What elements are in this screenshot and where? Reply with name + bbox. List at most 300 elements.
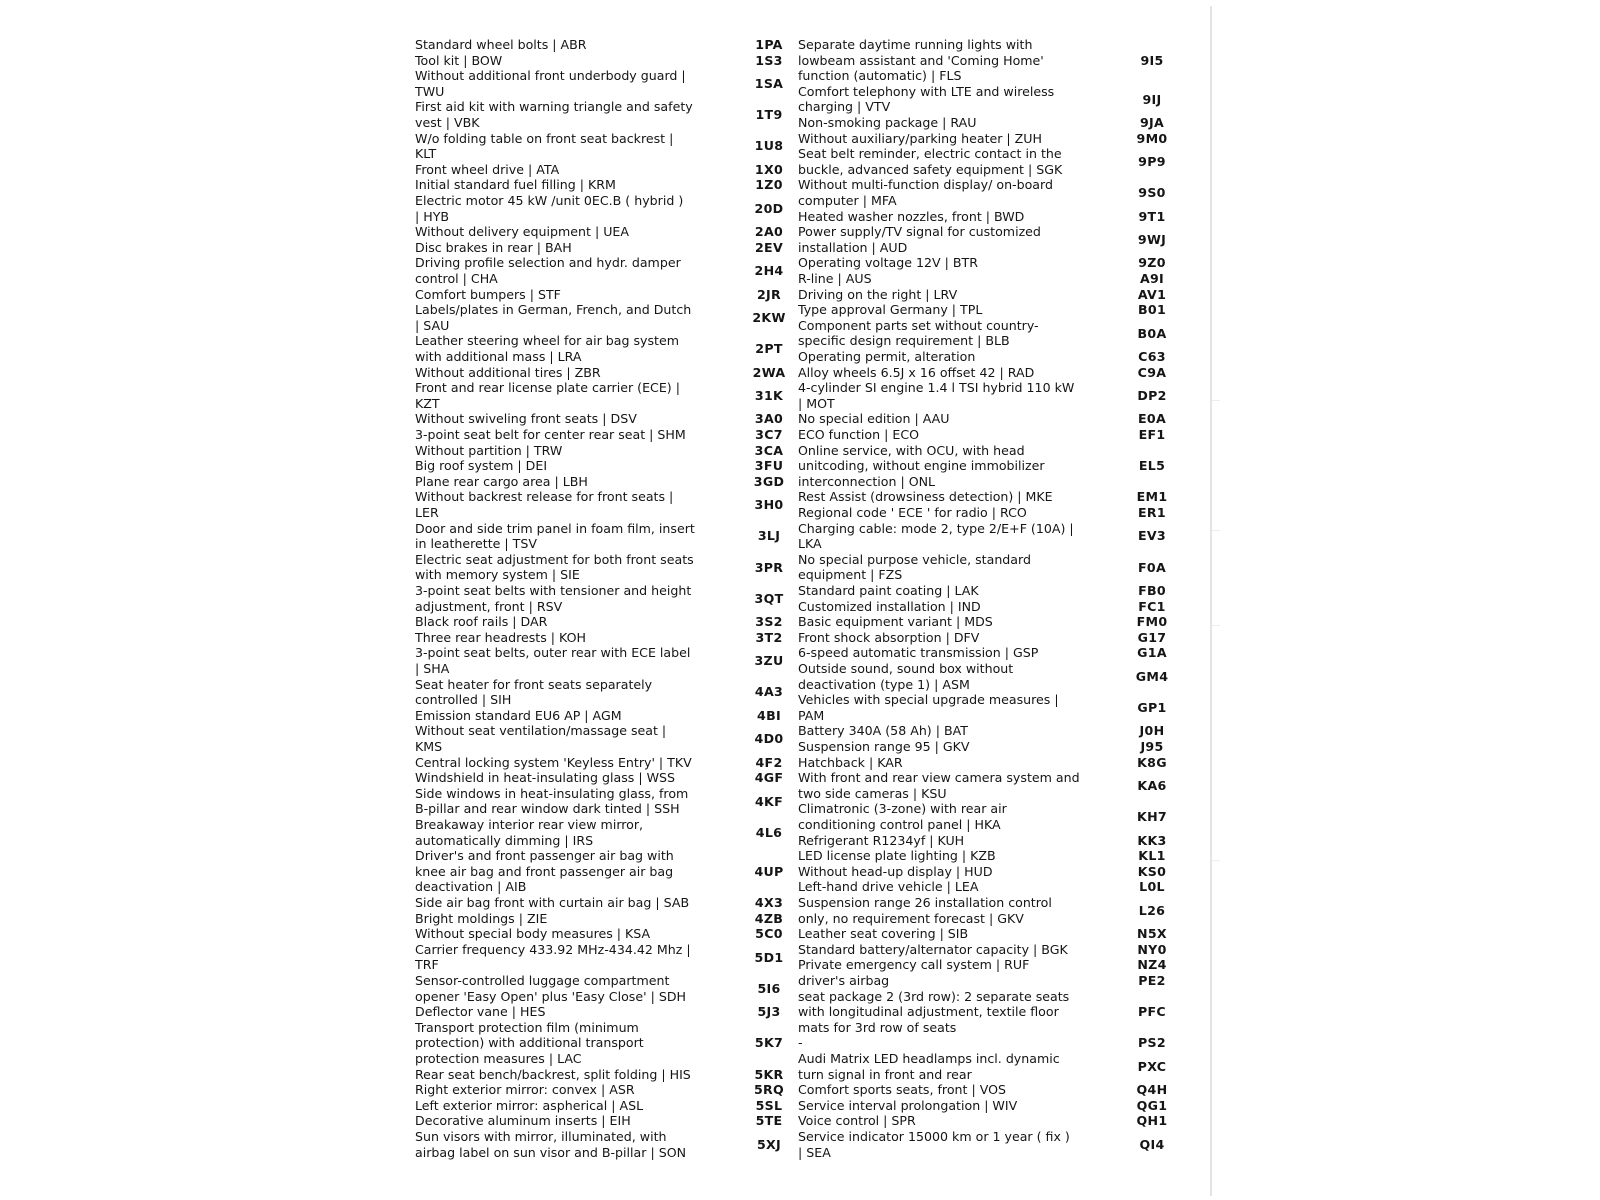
option-description xyxy=(798,989,1069,1036)
option-code: L26 xyxy=(1138,902,1166,918)
option-description xyxy=(798,801,1007,832)
option-description xyxy=(798,146,1062,177)
option-description xyxy=(415,552,694,583)
option-code: 5XJ xyxy=(756,1136,782,1152)
description-line: Without special body measures | KSA xyxy=(415,926,651,942)
option-description xyxy=(415,302,691,333)
description-line: Initial standard fuel filling | KRM xyxy=(415,177,616,193)
description-line: automatically dimming | IRS xyxy=(415,832,594,848)
option-description xyxy=(798,723,968,739)
option-description xyxy=(415,645,690,676)
option-code: FB0 xyxy=(1138,583,1166,598)
option-description xyxy=(798,833,964,849)
description-line: Without partition | TRW xyxy=(415,442,563,458)
option-code: PFC xyxy=(1138,1004,1166,1020)
scan-artifact xyxy=(1212,400,1220,401)
option-code: ER1 xyxy=(1138,505,1166,520)
description-line: with memory system | SIE xyxy=(415,567,580,583)
description-line: Big roof system | DEI xyxy=(415,458,548,474)
option-code: 3H0 xyxy=(754,497,784,513)
option-description xyxy=(415,817,643,848)
description-line: specific design requirement | BLB xyxy=(798,333,1010,349)
option-code: 2H4 xyxy=(754,263,784,279)
option-code: KA6 xyxy=(1137,777,1167,793)
description-line: Driving on the right | LRV xyxy=(798,286,958,302)
option-code: 3T2 xyxy=(755,629,783,645)
description-line: driver's airbag xyxy=(798,973,890,988)
option-description xyxy=(798,1098,1017,1114)
description-line: Heated washer nozzles, front | BWD xyxy=(798,208,1025,224)
description-line: Emission standard EU6 AP | AGM xyxy=(415,707,622,723)
option-description xyxy=(798,131,1042,147)
description-line: Electric motor 45 kW /unit 0EC.B ( hybrid ) xyxy=(415,193,684,208)
option-description xyxy=(415,443,562,459)
description-line: Sensor-controlled luggage compartment xyxy=(415,973,670,988)
description-line: 3-point seat belt for center rear seat | SHM xyxy=(415,427,686,442)
option-code: L0L xyxy=(1139,879,1165,895)
description-line: seat package 2 (3rd row): 2 separate seats xyxy=(798,988,1070,1004)
description-line: Side air bag front with curtain air bag | SAB xyxy=(415,895,690,910)
option-code: C9A xyxy=(1137,364,1167,380)
description-line: Standard paint coating | LAK xyxy=(798,583,979,598)
option-description xyxy=(798,177,1053,208)
option-code: PXC xyxy=(1137,1058,1167,1074)
option-code: 3QT xyxy=(754,590,784,606)
option-description xyxy=(798,302,982,318)
option-description xyxy=(798,599,981,615)
option-code: KL1 xyxy=(1138,848,1166,864)
description-line: Standard battery/alternator capacity | BGK xyxy=(798,941,1068,957)
option-code: 3S2 xyxy=(755,614,783,630)
description-line: Electric seat adjustment for both front seats xyxy=(415,551,694,567)
option-description xyxy=(798,770,1080,801)
description-line: Left-hand drive vehicle | LEA xyxy=(798,879,979,895)
description-line: Private emergency call system | RUF xyxy=(798,957,1030,973)
option-code: 9I5 xyxy=(1140,52,1164,68)
option-code: 5TE xyxy=(755,1113,783,1129)
description-line: Breakaway interior rear view mirror, xyxy=(415,817,644,832)
description-line: Battery 340A (58 Ah) | BAT xyxy=(798,723,968,739)
option-code: A9I xyxy=(1139,271,1165,286)
option-code: EF1 xyxy=(1138,427,1166,442)
option-description xyxy=(415,926,650,942)
description-line: TRF xyxy=(415,957,439,973)
description-line: Without seat ventilation/massage seat | xyxy=(415,723,667,739)
description-line: ECO function | ECO xyxy=(798,427,920,442)
option-code: EV3 xyxy=(1137,528,1166,544)
option-description xyxy=(415,411,637,427)
description-line: interconnection | ONL xyxy=(798,473,936,489)
option-description xyxy=(415,1098,643,1114)
option-code: 5RQ xyxy=(753,1082,785,1098)
option-description xyxy=(415,224,629,240)
option-description xyxy=(798,879,978,895)
option-description xyxy=(798,614,993,630)
option-description xyxy=(798,973,889,989)
option-code: 2A0 xyxy=(754,224,784,240)
option-description xyxy=(415,365,601,381)
option-code: Q4H xyxy=(1136,1082,1168,1098)
option-description xyxy=(415,1004,545,1020)
description-line: KMS xyxy=(415,738,443,754)
description-line: - xyxy=(798,1035,803,1051)
option-description xyxy=(415,521,695,552)
description-line: Suspension range 95 | GKV xyxy=(798,739,970,754)
option-description xyxy=(415,723,666,754)
description-line: Vehicles with special upgrade measures | xyxy=(798,692,1059,708)
description-line: W/o folding table on front seat backrest | xyxy=(415,130,674,146)
option-code: E0A xyxy=(1137,411,1166,427)
description-line: Disc brakes in rear | BAH xyxy=(415,239,572,255)
description-line: Without delivery equipment | UEA xyxy=(415,224,629,240)
description-line: First aid kit with warning triangle and safety xyxy=(415,99,693,115)
description-line: Deflector vane | HES xyxy=(415,1004,546,1020)
option-code: EL5 xyxy=(1138,458,1166,474)
option-description xyxy=(798,583,979,599)
option-code: 3GD xyxy=(753,473,785,489)
option-code: 1U8 xyxy=(754,138,784,154)
option-description xyxy=(798,926,968,942)
option-code: 5C0 xyxy=(755,926,783,942)
description-line: Comfort telephony with LTE and wireless xyxy=(798,83,1055,99)
option-description xyxy=(798,255,978,271)
option-code: 3C7 xyxy=(755,427,783,442)
option-description xyxy=(415,53,502,69)
description-line: Without head-up display | HUD xyxy=(798,863,993,879)
description-line: Charging cable: mode 2, type 2/E+F (10A) | xyxy=(798,520,1074,536)
option-code: 2EV xyxy=(754,239,783,255)
description-line: Audi Matrix LED headlamps incl. dynamic xyxy=(798,1051,1060,1066)
option-description xyxy=(798,37,1044,84)
option-code: 20D xyxy=(754,200,784,216)
option-description xyxy=(798,521,1074,552)
description-line: Non-smoking package | RAU xyxy=(798,115,977,130)
description-line: LER xyxy=(415,504,439,520)
description-line: Voice control | SPR xyxy=(798,1113,916,1129)
description-line: Service indicator 15000 km or 1 year ( fix ) xyxy=(798,1129,1070,1144)
option-description xyxy=(415,755,692,771)
description-line: in leatherette | TSV xyxy=(415,536,537,552)
option-description xyxy=(415,708,622,724)
option-description xyxy=(415,458,547,474)
description-line: lowbeam assistant and 'Coming Home' xyxy=(798,52,1044,68)
option-description xyxy=(415,37,587,53)
description-line: with additional mass | LRA xyxy=(415,348,582,364)
description-line: Operating voltage 12V | BTR xyxy=(798,255,978,271)
option-description xyxy=(415,193,683,224)
description-line: vest | VBK xyxy=(415,114,480,130)
option-code: 4GF xyxy=(754,770,784,786)
option-code: FM0 xyxy=(1136,614,1168,630)
option-code: 4UP xyxy=(754,863,784,879)
description-line: Windshield in heat-insulating glass | WSS xyxy=(415,770,676,786)
description-line: Labels/plates in German, French, and Dutch xyxy=(415,302,692,318)
option-description xyxy=(798,427,919,443)
option-code: 4F2 xyxy=(755,754,783,770)
description-line: deactivation | AIB xyxy=(415,879,527,895)
option-code: KH7 xyxy=(1137,809,1167,825)
option-code: 9Z0 xyxy=(1138,255,1166,271)
option-description xyxy=(415,474,588,490)
option-code: J0H xyxy=(1139,723,1165,739)
option-description xyxy=(798,645,1038,661)
option-description xyxy=(415,583,691,614)
option-description xyxy=(415,1067,691,1083)
description-line: buckle, advanced safety equipment | SGK xyxy=(798,161,1063,177)
description-line: TWU xyxy=(415,83,445,99)
option-code: 4L6 xyxy=(755,824,783,840)
option-description xyxy=(798,287,957,303)
scan-artifact xyxy=(1212,530,1220,531)
option-description xyxy=(798,895,1052,926)
option-description xyxy=(798,115,976,131)
description-line: computer | MFA xyxy=(798,192,897,208)
option-code: AV1 xyxy=(1137,286,1167,302)
description-line: Front shock absorption | DFV xyxy=(798,629,980,645)
scan-artifact xyxy=(1212,625,1220,626)
page-edge xyxy=(1210,6,1212,1196)
option-code: 3CA xyxy=(754,442,784,458)
option-description xyxy=(798,1051,1060,1082)
description-line: protection measures | LAC xyxy=(415,1050,582,1066)
description-line: Component parts set without country- xyxy=(798,317,1039,333)
option-code: 9S0 xyxy=(1138,185,1166,201)
description-line: Rest Assist (drowsiness detection) | MKE xyxy=(798,489,1053,505)
option-code: G1A xyxy=(1137,645,1167,661)
option-description xyxy=(798,505,1027,521)
description-line: Seat belt reminder, electric contact in the xyxy=(798,146,1062,162)
description-line: adjustment, front | RSV xyxy=(415,598,563,614)
option-code: QH1 xyxy=(1136,1113,1168,1129)
option-description xyxy=(415,942,691,973)
description-line: Basic equipment variant | MDS xyxy=(798,614,993,630)
description-line: 4-cylinder SI engine 1.4 l TSI hybrid 110 kW xyxy=(798,380,1075,396)
option-code: 2KW xyxy=(752,309,786,325)
option-description xyxy=(798,1035,803,1051)
description-line: | SEA xyxy=(798,1144,831,1160)
description-line: Regional code ' ECE ' for radio | RCO xyxy=(798,505,1027,520)
option-description xyxy=(415,786,688,817)
description-line: KZT xyxy=(415,395,440,411)
option-description xyxy=(798,957,1029,973)
option-code: 1SA xyxy=(754,75,784,91)
description-line: with longitudinal adjustment, textile floor xyxy=(798,1004,1059,1020)
option-code: GM4 xyxy=(1135,668,1169,684)
description-line: control | CHA xyxy=(415,270,498,286)
option-description xyxy=(415,630,586,646)
option-description xyxy=(415,911,547,927)
description-line: Type approval Germany | TPL xyxy=(798,302,983,318)
option-description xyxy=(798,209,1024,225)
description-line: unitcoding, without engine immobilizer xyxy=(798,458,1045,474)
option-code: B0A xyxy=(1137,325,1167,341)
option-code: 2PT xyxy=(755,341,783,357)
option-description xyxy=(415,177,616,193)
option-code: 4KF xyxy=(754,793,784,809)
description-line: Standard wheel bolts | ABR xyxy=(415,37,587,52)
description-line: With front and rear view camera system and xyxy=(798,770,1080,786)
description-line: Front and rear license plate carrier (ECE) | xyxy=(415,380,680,396)
description-line: Without swiveling front seats | DSV xyxy=(415,411,637,427)
option-code: 1S3 xyxy=(755,52,783,68)
option-description xyxy=(798,318,1039,349)
description-line: Front wheel drive | ATA xyxy=(415,161,560,177)
description-line: knee air bag and front passenger air bag xyxy=(415,863,674,879)
option-description xyxy=(415,162,559,178)
option-description xyxy=(798,443,1045,490)
option-code: 9M0 xyxy=(1136,130,1168,146)
description-line: Alloy wheels 6.5J x 16 offset 42 | RAD xyxy=(798,364,1035,380)
description-line: | SHA xyxy=(415,660,450,676)
option-description xyxy=(415,973,686,1004)
description-line: conditioning control panel | HKA xyxy=(798,816,1001,832)
description-line: Rear seat bench/backrest, split folding | HIS xyxy=(415,1066,691,1082)
description-line: Leather seat covering | SIB xyxy=(798,926,969,942)
description-line: deactivation (type 1) | ASM xyxy=(798,676,970,692)
description-line: charging | VTV xyxy=(798,99,891,115)
option-description xyxy=(798,411,950,427)
option-description xyxy=(798,489,1053,505)
option-description xyxy=(415,1129,686,1160)
option-description xyxy=(798,271,872,287)
option-code: 9JA xyxy=(1139,115,1165,130)
option-code: 9P9 xyxy=(1138,153,1166,169)
description-line: Without multi-function display/ on-board xyxy=(798,177,1053,193)
description-line: Carrier frequency 433.92 MHz-434.42 Mhz | xyxy=(415,941,691,957)
description-line: Transport protection film (minimum xyxy=(415,1019,639,1035)
option-code: NY0 xyxy=(1137,941,1167,957)
description-line: B-pillar and rear window dark tinted | SSH xyxy=(415,801,680,817)
description-line: Service interval prolongation | WIV xyxy=(798,1097,1018,1113)
option-code: 3PR xyxy=(754,559,784,575)
option-description xyxy=(798,692,1059,723)
option-description xyxy=(415,1113,631,1129)
option-description xyxy=(798,755,903,771)
option-code: FC1 xyxy=(1138,598,1166,614)
option-code: 4A3 xyxy=(754,684,784,700)
option-description xyxy=(415,380,680,411)
description-line: KLT xyxy=(415,146,437,162)
option-code: 1Z0 xyxy=(755,177,783,193)
option-code: B01 xyxy=(1137,302,1167,318)
option-code: 5J3 xyxy=(757,1004,781,1020)
option-description xyxy=(415,1082,635,1098)
description-line: Sun visors with mirror, illuminated, with xyxy=(415,1129,667,1144)
description-line: Comfort bumpers | STF xyxy=(415,286,561,302)
option-description xyxy=(415,1020,644,1067)
description-line: Black roof rails | DAR xyxy=(415,614,548,630)
option-code: GP1 xyxy=(1137,699,1167,715)
option-code: 2JR xyxy=(756,286,782,302)
description-line: R-line | AUS xyxy=(798,271,872,286)
description-line: two side cameras | KSU xyxy=(798,785,947,801)
description-line: 3-point seat belts, outer rear with ECE label xyxy=(415,645,691,661)
description-line: installation | AUD xyxy=(798,239,908,255)
option-code: N5X xyxy=(1137,926,1167,942)
option-code: NZ4 xyxy=(1137,957,1167,973)
option-code: PE2 xyxy=(1138,973,1166,988)
option-description xyxy=(798,864,993,880)
description-line: airbag label on sun visor and B-pillar | SON xyxy=(415,1144,687,1160)
option-code: 3A0 xyxy=(754,411,784,427)
option-description xyxy=(415,848,674,895)
option-code: 4D0 xyxy=(754,731,784,747)
description-line: LED license plate lighting | KZB xyxy=(798,848,996,864)
option-description xyxy=(798,739,970,755)
option-code: 5K7 xyxy=(754,1035,784,1051)
option-description xyxy=(415,68,686,99)
option-description xyxy=(798,552,1031,583)
description-line: Without backrest release for front seats | xyxy=(415,489,674,505)
description-line: Tool kit | BOW xyxy=(415,52,503,68)
option-code: 3ZU xyxy=(754,653,784,669)
description-line: Door and side trim panel in foam film, insert xyxy=(415,520,695,536)
description-line: Hatchback | KAR xyxy=(798,754,903,770)
option-description xyxy=(415,677,652,708)
description-line: Power supply/TV signal for customized xyxy=(798,224,1041,240)
option-code: 4ZB xyxy=(754,910,784,926)
option-description xyxy=(798,848,996,864)
option-code: 5SL xyxy=(755,1097,783,1113)
description-line: Without additional tires | ZBR xyxy=(415,364,601,380)
description-line: only, no requirement forecast | GKV xyxy=(798,910,1024,926)
description-line: Side windows in heat-insulating glass, from xyxy=(415,785,689,801)
option-description xyxy=(415,427,686,443)
option-description xyxy=(415,255,681,286)
option-code: 1T9 xyxy=(755,107,783,123)
option-description xyxy=(415,240,572,256)
option-description xyxy=(798,224,1041,255)
option-description xyxy=(415,489,673,520)
option-code: KK3 xyxy=(1137,832,1167,848)
description-line: No special edition | AAU xyxy=(798,411,950,427)
description-line: Central locking system 'Keyless Entry' | TKV xyxy=(415,754,692,770)
description-line: | HYB xyxy=(415,208,450,224)
description-line: Outside sound, sound box without xyxy=(798,661,1014,676)
option-code: 1PA xyxy=(755,37,783,52)
description-line: Customized installation | IND xyxy=(798,598,981,614)
option-code: 4BI xyxy=(757,707,781,723)
option-code: J95 xyxy=(1140,739,1164,754)
option-description xyxy=(415,770,675,786)
description-line: Driver's and front passenger air bag with xyxy=(415,848,674,864)
option-code: 5KR xyxy=(754,1066,784,1082)
option-code: 9T1 xyxy=(1138,208,1166,224)
description-line: function (automatic) | FLS xyxy=(798,68,962,84)
option-description xyxy=(798,942,1068,958)
option-description xyxy=(798,380,1074,411)
description-line: Three rear headrests | KOH xyxy=(415,629,586,645)
option-code: DP2 xyxy=(1137,387,1167,403)
option-code: 9IJ xyxy=(1142,91,1162,107)
description-line: Driving profile selection and hydr. damper xyxy=(415,255,681,271)
option-code: K8G xyxy=(1137,754,1167,770)
option-description xyxy=(798,365,1034,381)
option-description xyxy=(415,333,679,364)
option-code: PS2 xyxy=(1138,1035,1166,1051)
description-line: | MOT xyxy=(798,395,835,411)
description-line: 6-speed automatic transmission | GSP xyxy=(798,645,1039,661)
option-code: 5D1 xyxy=(754,949,784,965)
description-line: Operating permit, alteration xyxy=(798,349,976,364)
description-line: Seat heater for front seats separately xyxy=(415,676,653,692)
description-line: | SAU xyxy=(415,317,450,333)
option-code: G17 xyxy=(1137,629,1167,645)
option-description xyxy=(798,630,979,646)
option-code: QG1 xyxy=(1136,1097,1168,1113)
description-line: PAM xyxy=(798,707,825,723)
description-line: Climatronic (3-zone) with rear air xyxy=(798,801,1007,817)
